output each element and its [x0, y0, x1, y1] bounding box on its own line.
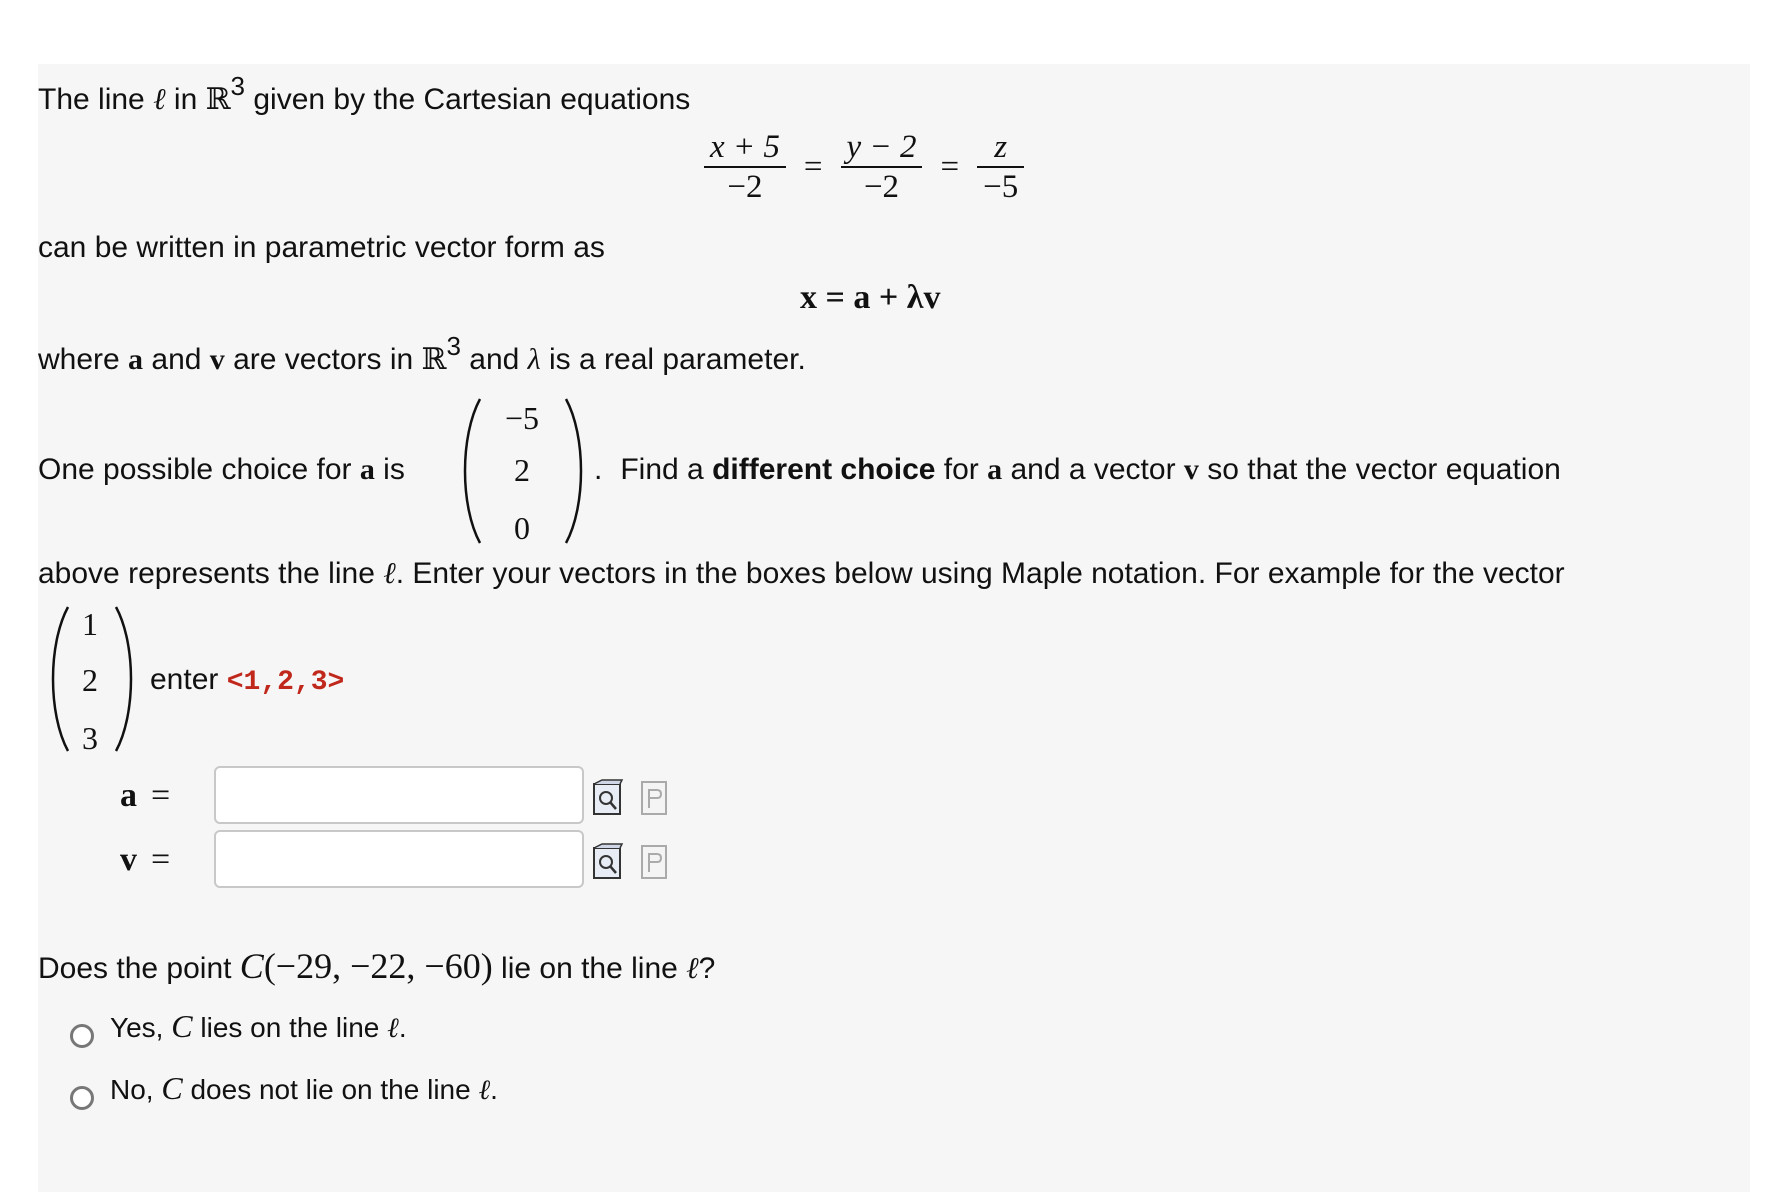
- right-paren: [112, 604, 138, 754]
- equals-sign: =: [940, 148, 960, 185]
- vector-a-entry-1: −5: [504, 400, 540, 436]
- where-mid: are vectors in: [224, 343, 422, 376]
- fraction-z: [977, 128, 1024, 206]
- choice-andvec: and a vector: [1002, 453, 1184, 486]
- reals-symbol: ℝ: [421, 342, 447, 377]
- v-input[interactable]: [214, 830, 584, 888]
- option-no-label[interactable]: [110, 1070, 498, 1109]
- fraction-x-numerator: x + 5: [710, 129, 780, 165]
- a-label-symbol: a: [120, 777, 137, 814]
- help-icon[interactable]: [640, 842, 670, 880]
- dimension-superscript: 3: [230, 71, 246, 101]
- option-yes-label[interactable]: [110, 1008, 407, 1047]
- fraction-y: [841, 128, 923, 206]
- choice-find: Find a: [620, 453, 713, 486]
- radio-yes[interactable]: [70, 1024, 94, 1048]
- where-text: [38, 331, 806, 378]
- where-post: is a real parameter.: [540, 343, 806, 376]
- option-no-end: .: [490, 1074, 498, 1105]
- choice-pre: One possible choice for: [38, 453, 360, 486]
- radio-no[interactable]: [70, 1086, 94, 1110]
- vector-a-symbol: a: [128, 343, 144, 376]
- choice-text-right: [594, 452, 1561, 488]
- vector-v-symbol: v: [1183, 453, 1199, 486]
- fraction-z-numerator: z: [994, 129, 1008, 165]
- vector-a-symbol: a: [987, 453, 1003, 486]
- where-and: and: [460, 343, 528, 376]
- equals-sign: =: [151, 841, 171, 878]
- right-paren: [562, 396, 588, 546]
- fraction-y-numerator: y − 2: [846, 129, 917, 165]
- choice-bold: different choice: [712, 453, 936, 486]
- option-no-post: does not lie on the line: [182, 1074, 479, 1105]
- ell-symbol: ℓ: [153, 83, 166, 116]
- option-yes-pre: Yes,: [110, 1012, 172, 1043]
- example-code: <1,2,3>: [226, 667, 345, 698]
- vector-v-symbol: v: [209, 343, 225, 376]
- ell-symbol: ℓ: [686, 952, 699, 985]
- ell-symbol: ℓ: [387, 1013, 399, 1044]
- a-label: [120, 776, 170, 815]
- dimension-superscript: 3: [446, 331, 461, 361]
- question-post: ?: [698, 952, 716, 985]
- v-label-symbol: v: [120, 841, 137, 878]
- fraction-x-denominator: −2: [704, 166, 786, 206]
- point-c-symbol: C: [161, 1070, 183, 1106]
- help-icon[interactable]: [640, 778, 670, 816]
- v-label: [120, 840, 170, 879]
- intro-text: [38, 71, 691, 118]
- choice-text-left: [38, 452, 405, 488]
- choice-for: for: [935, 453, 988, 486]
- vector-a-symbol: a: [359, 453, 375, 486]
- point-c-symbol: C: [239, 946, 264, 986]
- fraction-y-denominator: −2: [841, 166, 923, 206]
- option-yes-end: .: [398, 1012, 407, 1043]
- fraction-z-denominator: −5: [977, 166, 1024, 206]
- above-text: [38, 556, 1565, 592]
- parametric-text: can be written in parametric vector form as: [38, 231, 605, 264]
- example-enter: [150, 662, 344, 701]
- vector-equation: x = a + λv: [800, 279, 941, 316]
- question-mid: lie on the line: [492, 952, 687, 985]
- ell-symbol: ℓ: [478, 1075, 491, 1106]
- option-no-pre: No,: [110, 1074, 162, 1105]
- where-pre: where: [38, 343, 129, 376]
- choice-is: is: [374, 453, 405, 486]
- preview-icon[interactable]: [592, 778, 624, 816]
- example-enter-label: enter: [150, 663, 227, 696]
- intro-pre: The line: [38, 83, 154, 116]
- preview-icon[interactable]: [592, 842, 624, 880]
- ell-symbol: ℓ: [383, 557, 396, 590]
- choice-post: so that the vector equation: [1198, 453, 1561, 486]
- question-pre: Does the point: [38, 952, 240, 985]
- lambda-symbol: λ: [527, 343, 541, 376]
- example-vector-entry-1: 1: [82, 606, 98, 642]
- a-input[interactable]: [214, 766, 584, 824]
- example-vector-entry-2: 2: [82, 662, 98, 698]
- above-post: . Enter your vectors in the boxes below using Maple notation. For example for the vector: [395, 557, 1565, 590]
- vector-a-entry-2: 2: [514, 452, 530, 488]
- where-and: and: [143, 343, 210, 376]
- reals-symbol: ℝ: [205, 82, 231, 117]
- intro-in: in: [165, 83, 206, 116]
- fraction-x: [704, 128, 786, 206]
- equals-sign: =: [151, 777, 171, 814]
- question-text: [38, 948, 715, 987]
- option-yes-post: lies on the line: [192, 1012, 388, 1043]
- point-c-symbol: C: [171, 1008, 193, 1044]
- above-pre: above represents the line: [38, 557, 384, 590]
- point-coordinates: (−29, −22, −60): [263, 946, 493, 986]
- left-paren: [458, 396, 484, 546]
- example-vector-entry-3: 3: [82, 720, 98, 756]
- equals-sign: =: [803, 148, 823, 185]
- vector-a-entry-3: 0: [514, 510, 530, 546]
- intro-post: given by the Cartesian equations: [245, 83, 691, 116]
- cartesian-equations: [704, 128, 1024, 206]
- choice-dot: .: [594, 453, 603, 486]
